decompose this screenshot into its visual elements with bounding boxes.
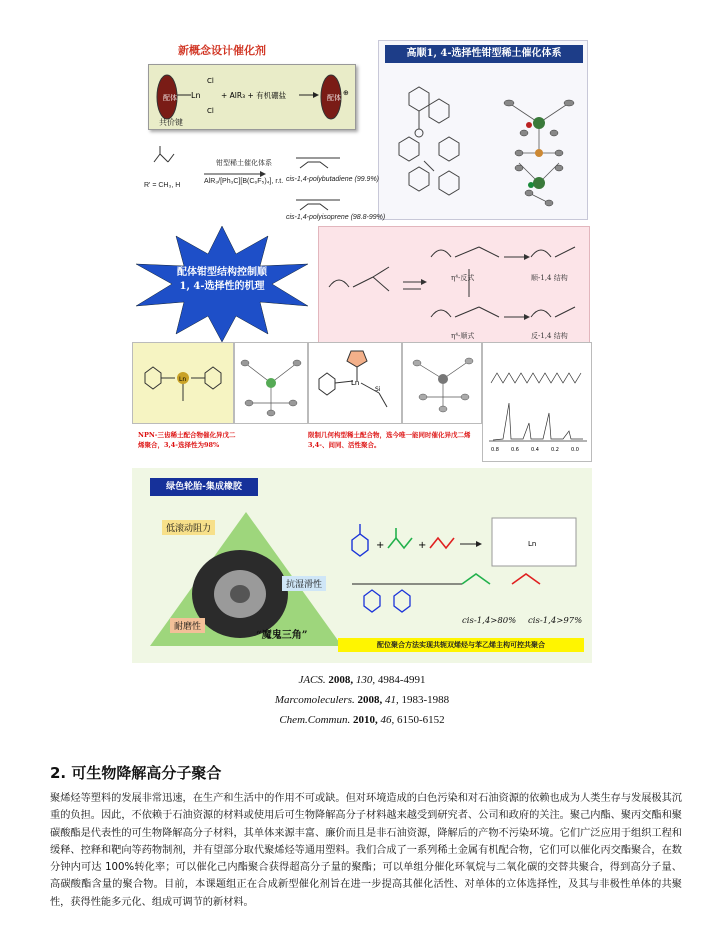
copolymerization-banner: 配位聚合方法实现共轭双烯烃与苯乙烯主构可控共聚合: [338, 638, 584, 652]
svg-text:Si: Si: [375, 386, 381, 393]
covalent-bond-note: 共价键: [159, 118, 183, 127]
svg-text:Cl: Cl: [207, 77, 214, 85]
npn-complex-drawing: [133, 343, 233, 423]
panel-mechanism-scheme: [318, 226, 590, 344]
reference-item: JACS. 2008, 130, 4984-4991: [298, 674, 426, 686]
npn-complex-image: [132, 342, 234, 424]
svg-text:配体: 配体: [327, 94, 341, 102]
figure-composite: [132, 38, 592, 663]
mechanism-drawing: [319, 227, 591, 345]
label-trans-14: 反-1,4 结构: [531, 332, 568, 340]
section-title: 2. 可生物降解高分子聚合: [50, 764, 222, 782]
svg-text:+: +: [418, 540, 427, 551]
nmr-spectrum-drawing: [483, 343, 591, 461]
product-polybutadiene: cis-1,4-polybutadiene (99.9%): [286, 176, 379, 183]
npn-caption: NPN-三齿稀土配合物催化异戊二烯聚合，3,4-选择性为98%: [138, 431, 236, 449]
crystal-structure-2-drawing: [403, 343, 481, 423]
reaction-r-label: R' = CH₃, H: [144, 182, 181, 189]
magic-triangle-label: “魔鬼三角”: [256, 630, 308, 641]
panel-pincer-catalyst-structures: [378, 40, 588, 220]
svg-text:+: +: [376, 540, 385, 551]
svg-text:0.0: 0.0: [571, 447, 579, 453]
reaction-conditions: AlR₃/[Ph₃C][B(C₆F₅)₄], r.t.: [204, 178, 284, 185]
concept-title: 新概念设计催化剂: [178, 44, 266, 57]
tag-wet-skid-resistance: 抗湿滑性: [282, 576, 326, 591]
pincer-structures-drawing: [379, 63, 587, 219]
reference-list: [0, 670, 724, 730]
svg-text:Ln: Ln: [179, 376, 187, 383]
tag-wear-resistance: 耐磨性: [170, 618, 205, 633]
green-tire-title: 绿色轮胎-集成橡胶: [150, 478, 258, 496]
reaction-system-label: 钳型稀土催化体系: [216, 160, 272, 167]
reference-item: Marcomoleculers. 2008, 41, 1983-1988: [274, 694, 450, 706]
panel-green-tire: [132, 468, 592, 663]
cgc-complex-drawing: [309, 343, 401, 423]
nmr-spectrum-image: [482, 342, 592, 462]
product-polyisoprene: cis-1,4-polyisoprene (98.8-99%): [286, 214, 386, 221]
section-body-paragraph: 聚烯烃等塑料的发展非常迅速，在生产和生活中的作用不可或缺。但对环境造成的白色污染和对石油资源的依赖也成为人类生存与发展极其沉重的负担。因此，不依赖于石油资源的材料或使用后可生物降解高分子材料越来越受到研究者、公司和政府的关注。聚己内酯、聚丙交酯和聚碳酸酯是代表性的可生物降解高分子材料，其单体来源丰富、廉价而且是非石油资源，降解后的产物不污染环境。它们广泛应用于组织工程和缓释、控释和靶向等药物制剂，并有望部分取代聚烯烃等通用塑料。我们合成了一系列稀土金属有机配合物，它们可以催化丙交酯聚合，在数分钟内可达 100%转化率；可以催化己内酯聚合获得超高分子量的聚酯；可以单组分催化环氧烷与二氧化碳的交替共聚合，得到高分子量、高碳酸酯含量的聚合物。目前，本课题组正在合成新型催化剂旨在进一步提高其催化活性、对单体的立体选择性，及其与非极性单体的共聚性，获得性能多元化、组成可调节的新材料。: [50, 793, 682, 908]
ln-symbol: Ln: [191, 91, 201, 100]
panel-mechanism-star: [132, 224, 312, 344]
cgc-caption: 限制几何构型稀土配合物，选今唯一能同时催化异戊二烯3,4-、间同、活性聚合。: [308, 431, 471, 449]
svg-text:⊕: ⊕: [343, 89, 349, 97]
crystal-structure-2: [402, 342, 482, 424]
selectivity-diene: cis-1,4>97%: [528, 616, 583, 626]
svg-text:Ln: Ln: [528, 540, 537, 548]
svg-text:0.4: 0.4: [531, 447, 539, 453]
reference-item: Chem.Commun. 2010, 46, 6150-6152: [279, 714, 445, 726]
panel-new-catalyst-concept: [132, 38, 364, 138]
crystal-structure-1-drawing: [235, 343, 307, 423]
crystal-structure-1: [234, 342, 308, 424]
svg-text:Cl: Cl: [207, 107, 214, 115]
label-cis-14: 顺-1,4 结构: [531, 274, 568, 282]
selectivity-styrene: cis-1,4>80%: [462, 616, 517, 626]
svg-text:Ln: Ln: [351, 379, 360, 387]
panel-polymerization-reaction: [142, 140, 386, 226]
star-text: 配体钳型结构控制顺1, 4-选择性的机理: [177, 267, 267, 292]
svg-text:0.8: 0.8: [491, 447, 499, 453]
panel-rare-earth-complexes: [132, 342, 592, 472]
tag-low-rolling-resistance: 低滚动阻力: [162, 520, 215, 535]
cgc-complex-image: [308, 342, 402, 424]
concept-formula: + AlR₃ + 有机硼盐: [221, 91, 287, 100]
pincer-title: 高顺1, 4-选择性钳型稀土催化体系: [385, 45, 583, 63]
svg-text:0.6: 0.6: [511, 447, 519, 453]
svg-text:0.2: 0.2: [551, 447, 559, 453]
label-eta4-cis: η⁴-顺式: [451, 332, 475, 340]
concept-scheme-box: [148, 64, 356, 130]
label-eta4-trans: η⁴-反式: [451, 274, 475, 282]
svg-text:配体: 配体: [163, 94, 177, 102]
